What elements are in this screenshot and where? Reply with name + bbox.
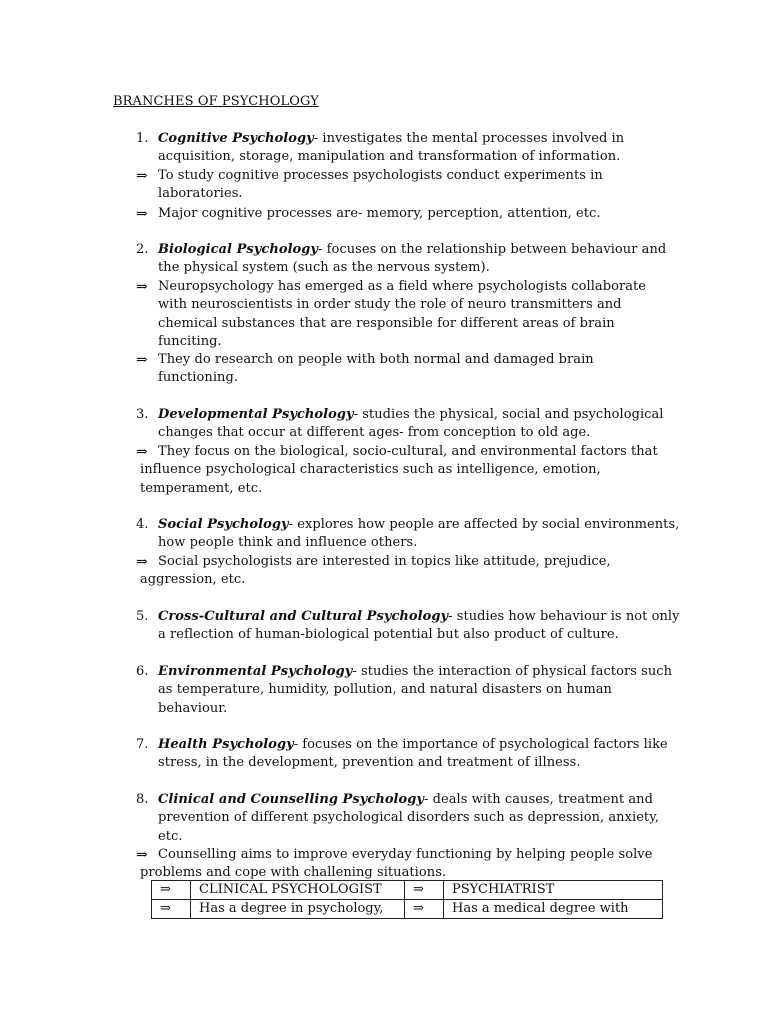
item-continuation-line: the physical system (such as the nervous system). bbox=[158, 260, 490, 276]
bullet-line: To study cognitive processes psychologists conduct experiments in bbox=[158, 168, 603, 183]
item-number: 8. bbox=[136, 792, 149, 807]
arrow-icon: ⇒ bbox=[136, 168, 148, 184]
bullet-line: influence psychological characteristics such as intelligence, emotion, bbox=[140, 462, 601, 478]
table-cell: CLINICAL PSYCHOLOGIST bbox=[191, 881, 405, 900]
branch-description: - studies the physical, social and psychological bbox=[353, 407, 664, 422]
item-number: 3. bbox=[136, 407, 149, 422]
item-number: 6. bbox=[136, 664, 149, 679]
bullet-line: funciting. bbox=[158, 333, 222, 349]
arrow-icon: ⇒ bbox=[136, 444, 148, 460]
item-number: 7. bbox=[136, 737, 149, 752]
item-first-line bbox=[158, 241, 666, 259]
item-continuation-line: stress, in the development, prevention and treatment of illness. bbox=[158, 755, 581, 771]
bullet-line: They do research on people with both normal and damaged brain bbox=[158, 352, 594, 367]
arrow-icon: ⇒ bbox=[152, 900, 191, 919]
table-cell: Has a degree in psychology, bbox=[191, 900, 405, 919]
table-row bbox=[152, 900, 663, 919]
item-continuation-line: prevention of different psychological disorders such as depression, anxiety, bbox=[158, 810, 660, 826]
arrow-icon: ⇒ bbox=[136, 352, 148, 368]
item-continuation-line: acquisition, storage, manipulation and transformation of information. bbox=[158, 149, 621, 165]
branch-description: - focuses on the importance of psychological factors like bbox=[293, 737, 668, 752]
arrow-icon: ⇒ bbox=[405, 881, 444, 900]
bullet-line: They focus on the biological, socio-cultural, and environmental factors that bbox=[158, 444, 658, 459]
comparison-table bbox=[151, 880, 663, 919]
branch-name: Environmental Psychology bbox=[158, 664, 353, 679]
item-number: 1. bbox=[136, 131, 149, 146]
bullet-line: temperament, etc. bbox=[140, 480, 263, 496]
table-cell: Has a medical degree with bbox=[444, 900, 663, 919]
item-continuation-line: changes that occur at different ages- from conception to old age. bbox=[158, 425, 591, 441]
bullet-line: aggression, etc. bbox=[140, 572, 246, 588]
table-row bbox=[152, 881, 663, 900]
arrow-icon: ⇒ bbox=[136, 554, 148, 570]
item-continuation-line: a reflection of human-biological potential but also product of culture. bbox=[158, 627, 619, 643]
branch-description: - studies the interaction of physical factors such bbox=[352, 664, 673, 679]
item-first-line bbox=[158, 516, 679, 534]
branch-description: - studies how behaviour is not only bbox=[448, 609, 680, 624]
bullet-line: chemical substances that are responsible for different areas of brain bbox=[158, 315, 615, 331]
arrow-icon: ⇒ bbox=[152, 881, 191, 900]
item-continuation-line: as temperature, humidity, pollution, and natural disasters on human bbox=[158, 682, 612, 698]
branch-name: Developmental Psychology bbox=[158, 407, 354, 422]
item-number: 2. bbox=[136, 242, 149, 257]
page-heading: BRANCHES OF PSYCHOLOGY bbox=[113, 94, 319, 109]
item-number: 4. bbox=[136, 517, 149, 532]
item-first-line bbox=[158, 130, 624, 148]
bullet-line: with neuroscientists in order study the role of neuro transmitters and bbox=[158, 297, 622, 313]
branch-description: - focuses on the relationship between behaviour and bbox=[318, 242, 667, 257]
bullet-line: laboratories. bbox=[158, 186, 243, 202]
item-continuation-line: behaviour. bbox=[158, 700, 228, 716]
table-cell: PSYCHIATRIST bbox=[444, 881, 663, 900]
bullet-line: functioning. bbox=[158, 370, 239, 386]
branch-name: Biological Psychology bbox=[158, 242, 319, 257]
item-continuation-line: how people think and influence others. bbox=[158, 535, 418, 551]
arrow-icon: ⇒ bbox=[136, 279, 148, 295]
item-first-line bbox=[158, 791, 653, 809]
bullet-line: Neuropsychology has emerged as a field where psychologists collaborate bbox=[158, 279, 647, 294]
item-first-line bbox=[158, 736, 668, 754]
branch-name: Health Psychology bbox=[158, 737, 294, 752]
item-first-line bbox=[158, 406, 664, 424]
branch-name: Clinical and Counselling Psychology bbox=[158, 792, 424, 807]
arrow-icon: ⇒ bbox=[136, 847, 148, 863]
item-continuation-line: etc. bbox=[158, 828, 183, 844]
branch-description: - deals with causes, treatment and bbox=[424, 792, 653, 807]
bullet-line: Major cognitive processes are- memory, perception, attention, etc. bbox=[158, 206, 601, 221]
branch-name: Cross-Cultural and Cultural Psychology bbox=[158, 609, 449, 624]
branch-name: Cognitive Psychology bbox=[158, 131, 314, 146]
item-first-line bbox=[158, 608, 679, 626]
bullet-line: problems and cope with challening situations. bbox=[140, 865, 447, 881]
branch-description: - explores how people are affected by social environments, bbox=[288, 517, 680, 532]
bullet-line: Social psychologists are interested in topics like attitude, prejudice, bbox=[158, 554, 611, 569]
item-number: 5. bbox=[136, 609, 149, 624]
bullet-line: Counselling aims to improve everyday functioning by helping people solve bbox=[158, 847, 653, 862]
item-first-line bbox=[158, 663, 672, 681]
arrow-icon: ⇒ bbox=[405, 900, 444, 919]
arrow-icon: ⇒ bbox=[136, 206, 148, 222]
branch-description: - investigates the mental processes involved in bbox=[313, 131, 625, 146]
branch-name: Social Psychology bbox=[158, 517, 289, 532]
